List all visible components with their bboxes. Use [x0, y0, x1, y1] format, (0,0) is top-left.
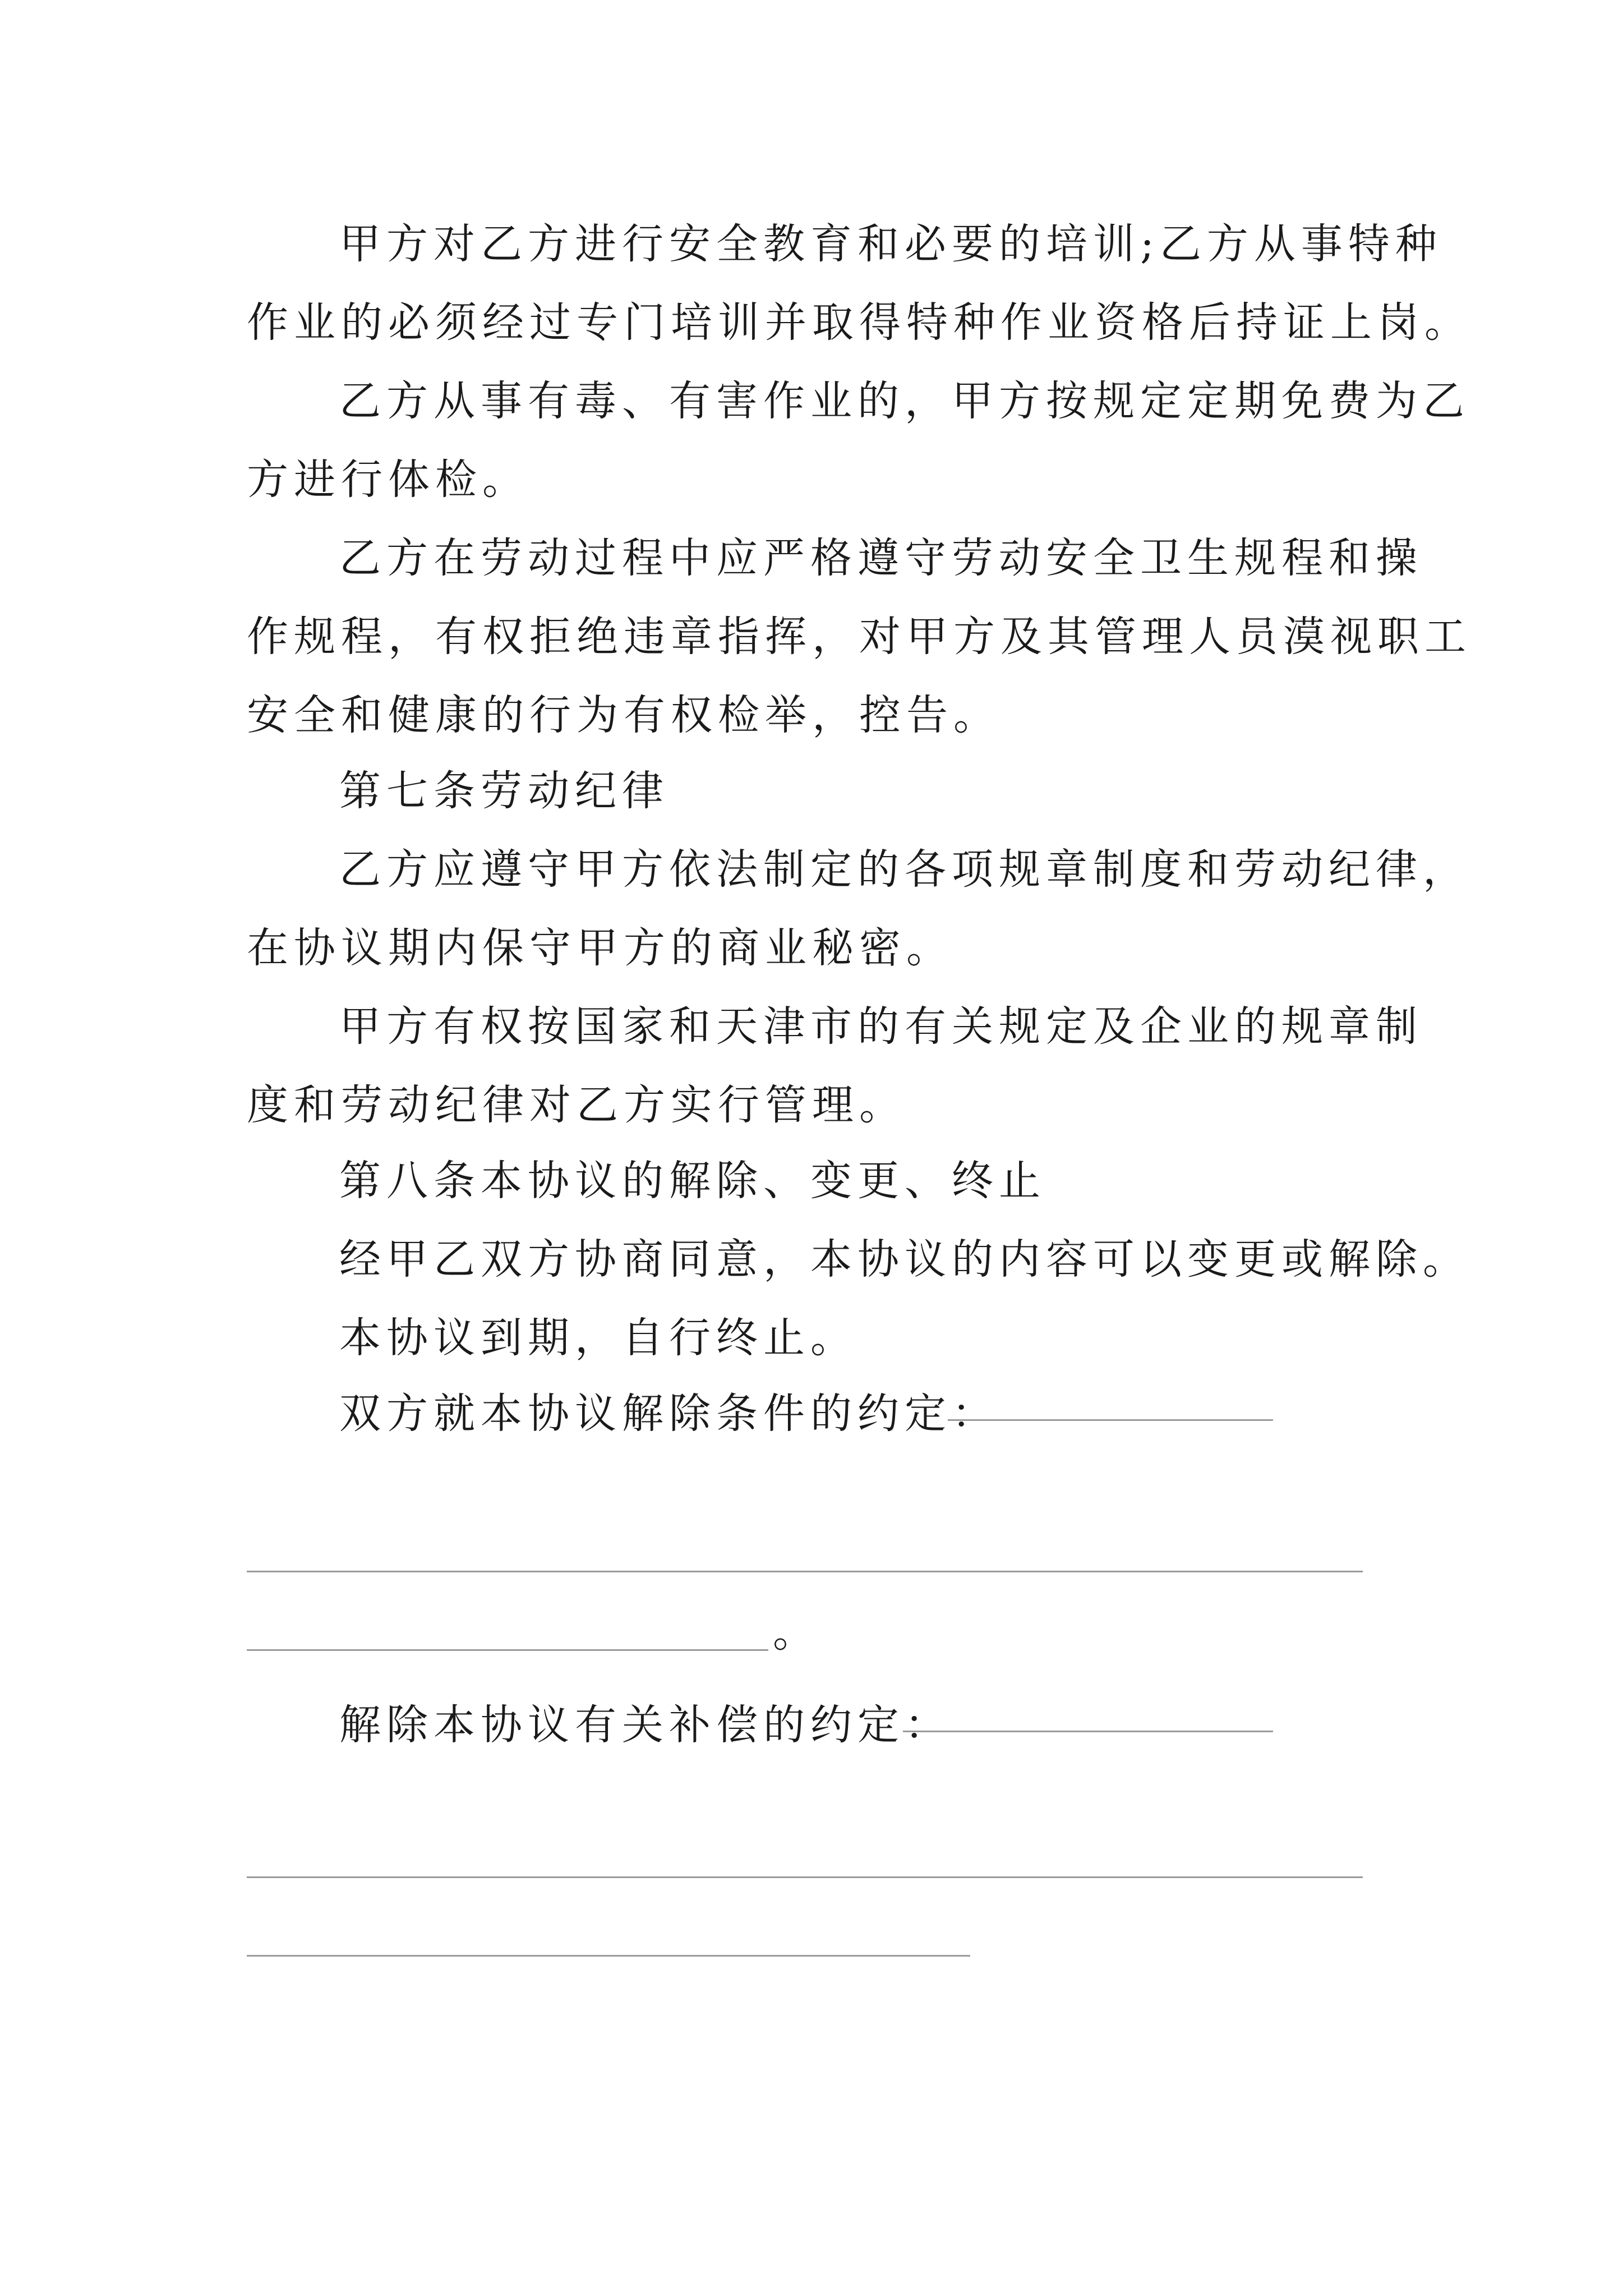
paragraph-line: 甲方对乙方进行安全教育和必要的培训;乙方从事特种 [339, 220, 1442, 268]
termination-conditions-blank[interactable] [247, 1649, 768, 1651]
termination-conditions-blank[interactable] [247, 1571, 1363, 1572]
article-heading: 第八条本协议的解除、变更、终止 [339, 1157, 1046, 1205]
paragraph-line: 在协议期内保守甲方的商业秘密。 [247, 924, 953, 972]
paragraph-line: 作业的必须经过专门培训并取得特种作业资格后持证上岗。 [247, 298, 1472, 347]
paragraph-line: 乙方在劳动过程中应严格遵守劳动安全卫生规程和操 [339, 534, 1423, 582]
termination-conditions-blank[interactable] [948, 1419, 1273, 1421]
paragraph-line: 方进行体检。 [247, 455, 529, 504]
compensation-label: 解除本协议有关补偿的约定： [339, 1701, 952, 1749]
article-heading: 第七条劳动纪律 [339, 767, 669, 815]
paragraph-line: 度和劳动纪律对乙方实行管理。 [247, 1081, 906, 1129]
paragraph-line: 经甲乙双方协商同意，本协议的内容可以变更或解除。 [339, 1235, 1470, 1283]
compensation-blank[interactable] [247, 1876, 1363, 1878]
paragraph-line: 作规程，有权拒绝违章指挥，对甲方及其管理人员漠视职工 [247, 613, 1472, 661]
sentence-period: 。 [773, 1608, 814, 1657]
paragraph-line: 乙方应遵守甲方依法制定的各项规章制度和劳动纪律， [339, 845, 1470, 894]
paragraph-line: 甲方有权按国家和天津市的有关规定及企业的规章制 [339, 1002, 1423, 1051]
paragraph-line: 本协议到期，自行终止。 [339, 1314, 857, 1362]
termination-conditions-label: 双方就本协议解除条件的约定： [339, 1389, 999, 1438]
paragraph-line: 安全和健康的行为有权检举，控告。 [247, 691, 1000, 739]
paragraph-line: 乙方从事有毒、有害作业的，甲方按规定定期免费为乙 [339, 377, 1470, 425]
compensation-blank[interactable] [247, 1955, 970, 1957]
compensation-blank[interactable] [903, 1731, 1273, 1732]
